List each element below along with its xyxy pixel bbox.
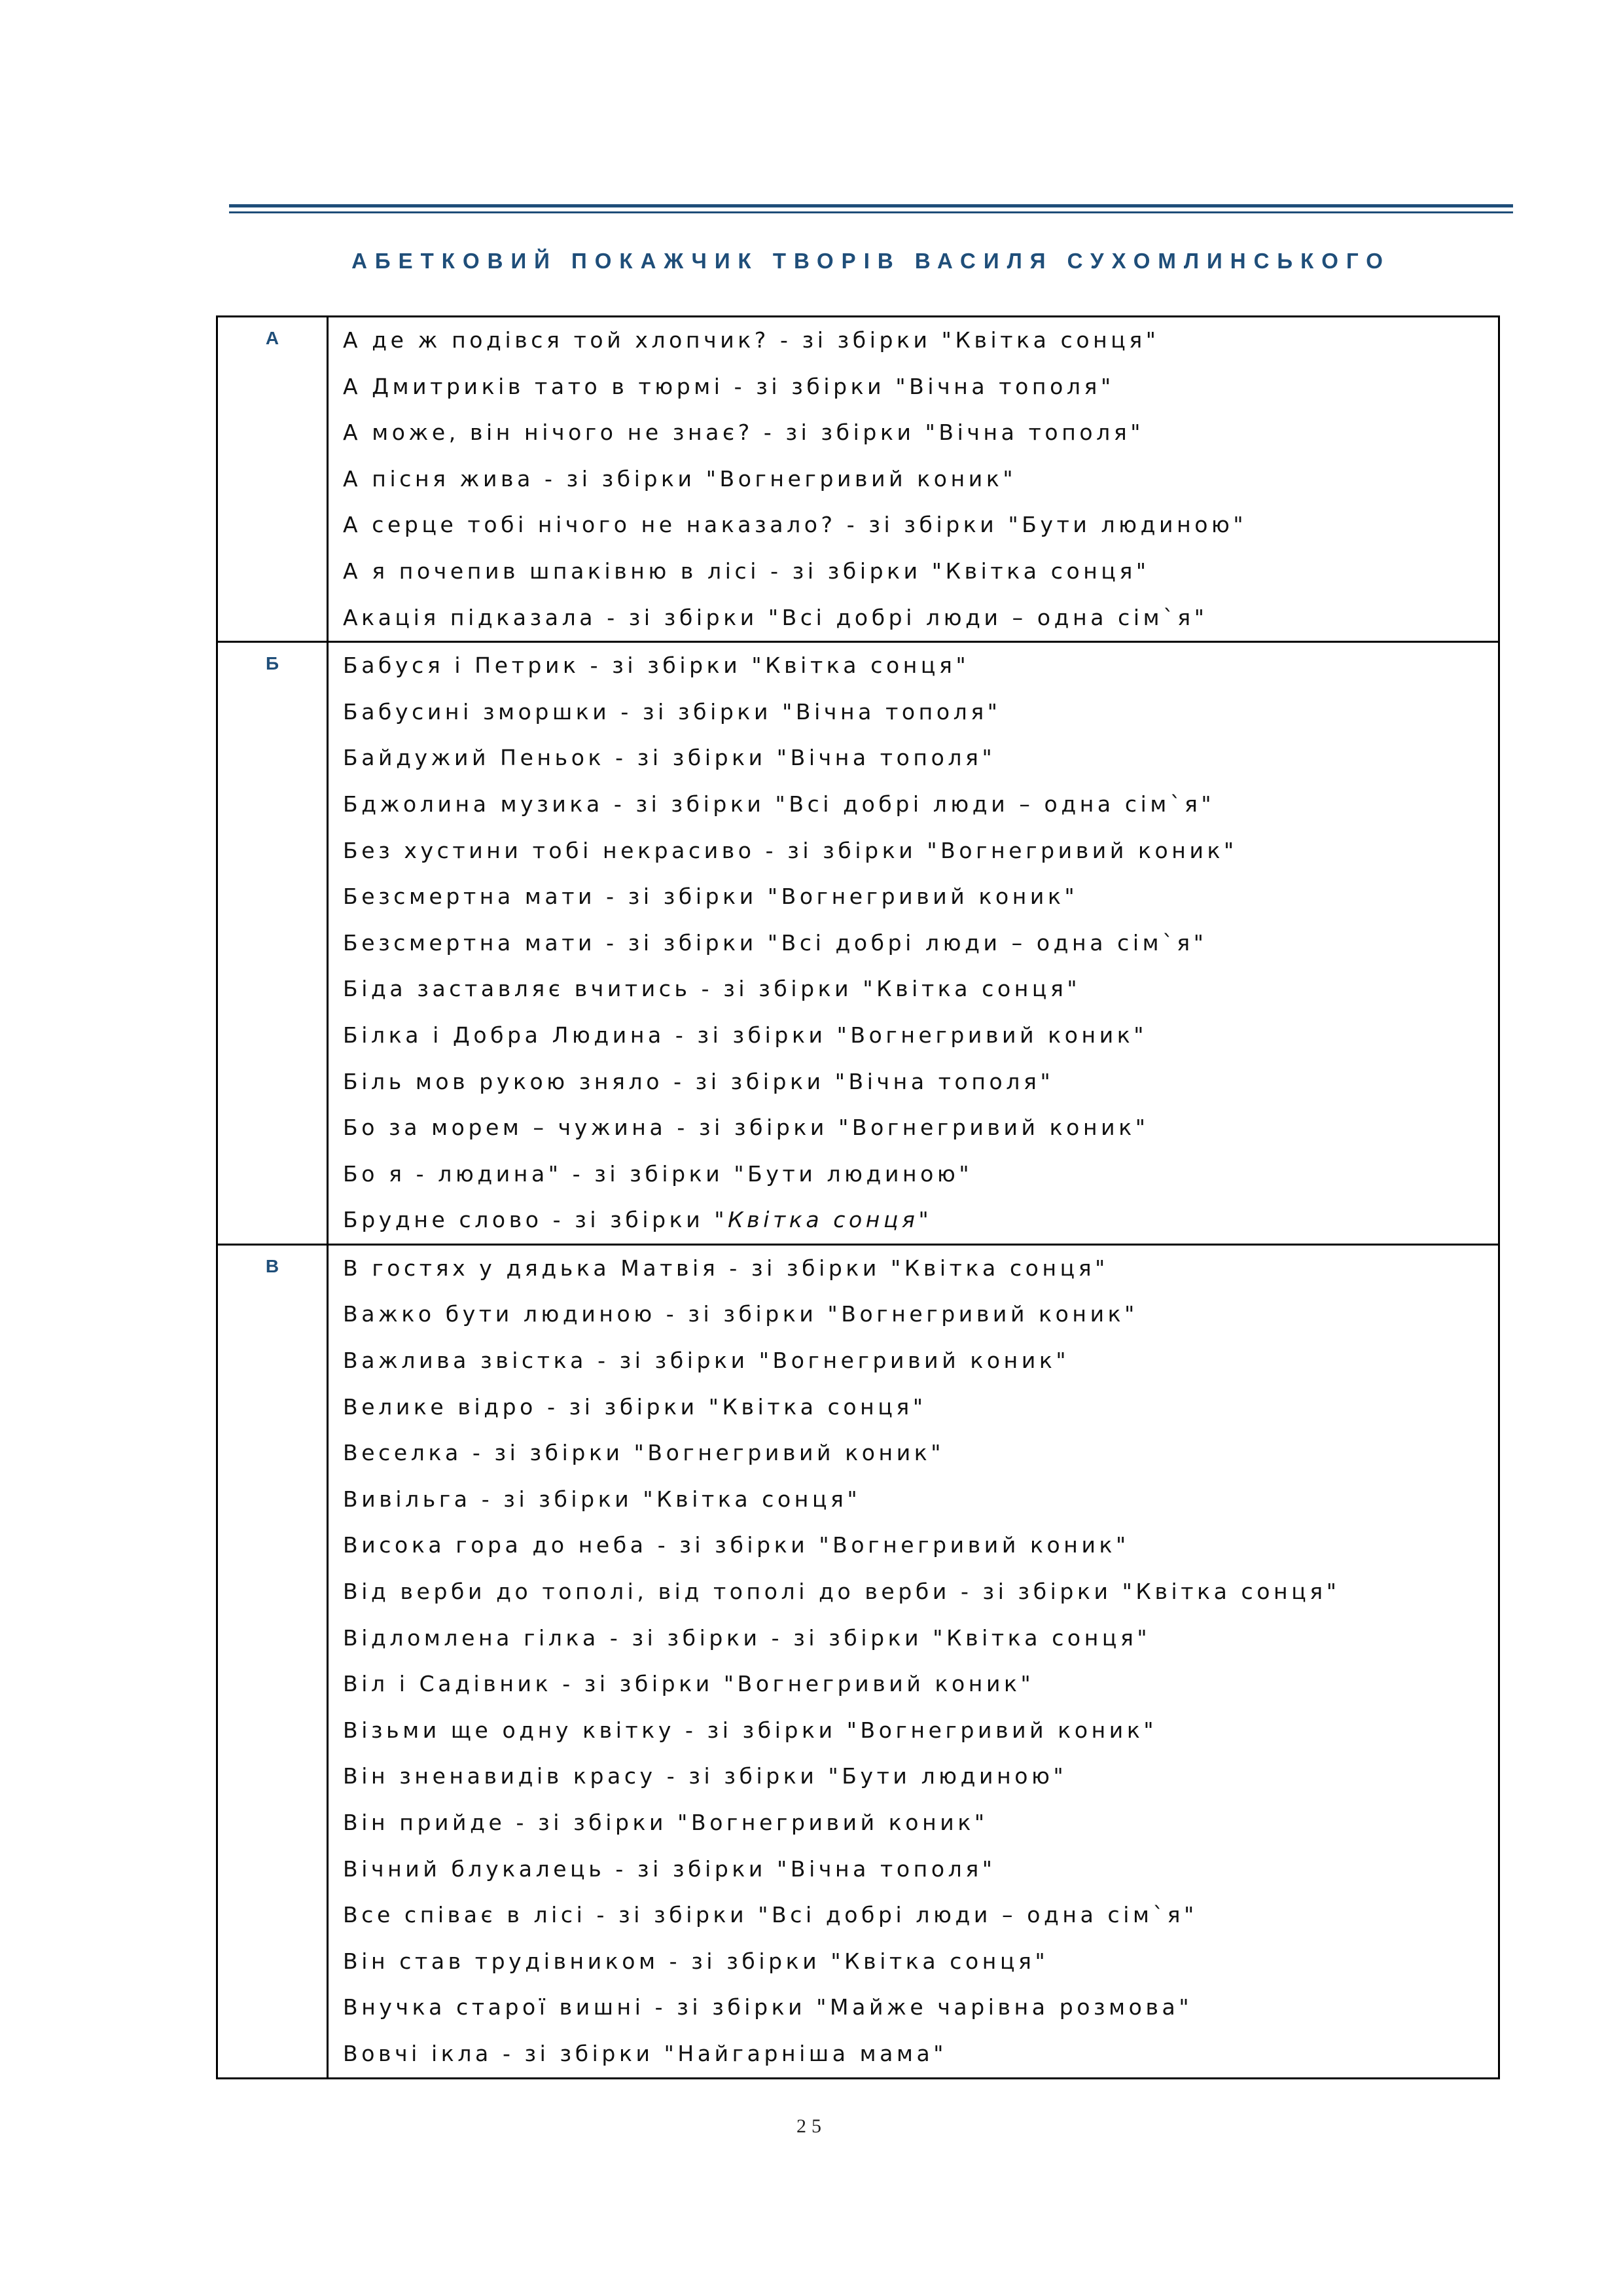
index-entry [343, 1753, 1498, 1800]
page-title: АБЕТКОВИЙ ПОКАЖЧИК ТВОРІВ ВАСИЛЯ СУХОМЛИНСЬКОГО [351, 249, 1391, 273]
entry-text: А де ж подівся той хлопчик? - зі збірки "Квітка сонця" [343, 327, 1160, 353]
section-letter: Б [265, 653, 279, 674]
section-letter-cell [217, 642, 328, 1245]
index-entry [343, 1615, 1498, 1662]
index-entry [343, 1246, 1498, 1292]
index-entry [343, 456, 1498, 503]
index-entry [343, 781, 1498, 828]
entry-text: Він став трудівником - зі збірки "Квітка сонця" [343, 1948, 1049, 1974]
entry-text: Бо я - людина" - зі збірки "Бути людиною" [343, 1160, 973, 1187]
entry-text: Віл і Садівник - зі збірки "Вогнегривий коник" [343, 1671, 1035, 1697]
index-table [216, 315, 1500, 2079]
index-entry [343, 1800, 1498, 1846]
index-entry [343, 1105, 1498, 1151]
section-letter: В [265, 1255, 279, 1276]
section-entries-cell [328, 642, 1499, 1245]
index-entry [343, 1569, 1498, 1615]
entry-text: Все співає в лісі - зі збірки "Всі добрі люди – одна сім`я" [343, 1902, 1198, 1928]
entry-text: А може, він нічого не знає? - зі збірки "Вічна тополя" [343, 420, 1145, 446]
entry-text: Веселка - зі збірки "Вогнегривий коник" [343, 1440, 945, 1466]
entry-text: Безсмертна мати - зі збірки "Всі добрі люди – одна сім`я" [343, 929, 1207, 956]
entry-text: Висока гора до неба - зі збірки "Вогнегривий коник" [343, 1532, 1130, 1558]
entry-text: Від верби до тополі, від тополі до верби - зі збірки "Квітка сонця" [343, 1579, 1340, 1605]
entry-text: Білка і Добра Людина - зі збірки "Вогнегривий коник" [343, 1022, 1148, 1048]
entry-text: Відломлена гілка - зі збірки - зі збірки "Квітка сонця" [343, 1624, 1151, 1651]
index-entry [343, 1338, 1498, 1384]
entry-text: А Дмитриків тато в тюрмі - зі збірки "Вічна тополя" [343, 373, 1115, 399]
letter-section [217, 642, 1499, 1245]
index-entry [343, 1522, 1498, 1569]
entry-text: Вічний блукалець - зі збірки "Вічна тополя" [343, 1856, 996, 1882]
entry-text: Важко бути людиною - зі збірки "Вогнегривий коник" [343, 1301, 1138, 1327]
index-entry [343, 920, 1498, 967]
index-entry [343, 1477, 1498, 1523]
entry-text: Без хустини тобі некрасиво - зі збірки "Вогнегривий коник" [343, 837, 1238, 863]
page-number: 25 [796, 2115, 827, 2137]
index-entry [343, 2031, 1498, 2077]
entry-text: Внучка старої вишні - зі збірки "Майже чарівна розмова" [343, 1994, 1193, 2020]
entry-text: Важлива звістка - зі збірки "Вогнегривий коник" [343, 1348, 1070, 1374]
index-entry [343, 364, 1498, 410]
index-entry [343, 735, 1498, 781]
entry-text: Байдужий Пеньок - зі збірки "Вічна тополя" [343, 745, 996, 771]
entry-text: А я почепив шпаківню в лісі - зі збірки "Квітка сонця" [343, 558, 1150, 584]
letter-section [217, 1244, 1499, 2078]
index-entry [343, 1384, 1498, 1431]
index-entry [343, 1708, 1498, 1754]
index-entry [343, 1939, 1498, 1985]
index-entry [343, 1984, 1498, 2031]
section-letter: А [265, 328, 279, 348]
entry-text: Велике відро - зі збірки "Квітка сонця" [343, 1393, 927, 1420]
entry-text: Безсмертна мати - зі збірки "Вогнегривий коник" [343, 884, 1079, 910]
index-entry [343, 643, 1498, 689]
index-entry [343, 1430, 1498, 1477]
entry-collection-italic: "Квітка сонця" [714, 1207, 933, 1233]
index-entry [343, 595, 1498, 641]
index-entry [343, 1291, 1498, 1338]
index-entry [343, 1059, 1498, 1105]
entry-text: Акація підказала - зі збірки "Всі добрі люди – одна сім`я" [343, 604, 1208, 630]
entry-text: Бабуся і Петрик - зі збірки "Квітка сонця" [343, 653, 970, 679]
index-entry [343, 689, 1498, 736]
index-entry [343, 548, 1498, 595]
entry-text: Він прийде - зі збірки "Вогнегривий коник" [343, 1810, 988, 1835]
entry-text: Бабусині зморшки - зі збірки "Вічна тополя" [343, 698, 1001, 725]
index-entry [343, 1197, 1498, 1244]
index-entry [343, 828, 1498, 874]
letter-section [217, 317, 1499, 642]
entry-text: А пісня жива - зі збірки "Вогнегривий коник" [343, 465, 1017, 492]
section-entries-cell [328, 317, 1499, 642]
index-entry [343, 966, 1498, 1013]
entry-text: Він зненавидів красу - зі збірки "Бути людиною" [343, 1763, 1067, 1789]
index-entry [343, 1846, 1498, 1893]
entry-text: Візьми ще одну квітку - зі збірки "Вогнегривий коник" [343, 1717, 1158, 1743]
index-entry [343, 410, 1498, 456]
index-entry [343, 1892, 1498, 1939]
entry-text: Вивільга - зі збірки "Квітка сонця" [343, 1486, 861, 1512]
index-entry [343, 502, 1498, 548]
index-entry [343, 317, 1498, 364]
section-entries-cell [328, 1244, 1499, 2078]
entry-text: Біда заставляє вчитись - зі збірки "Квітка сонця" [343, 976, 1081, 1002]
entry-text: Бо за морем – чужина - зі збірки "Вогнегривий коник" [343, 1115, 1149, 1141]
entry-text: А серце тобі нічого не наказало? - зі збірки "Бути людиною" [343, 512, 1247, 538]
entry-text: Біль мов рукою зняло - зі збірки "Вічна тополя" [343, 1068, 1054, 1094]
header-rule-thin [229, 211, 1513, 213]
entry-text: Вовчі ікла - зі збірки "Найгарніша мама" [343, 2040, 948, 2066]
index-entry [343, 874, 1498, 920]
entry-text: Бджолина музика - зі збірки "Всі добрі люди – одна сім`я" [343, 791, 1215, 817]
index-entry [343, 1151, 1498, 1198]
index-entry [343, 1661, 1498, 1708]
entry-text: В гостях у дядька Матвія - зі збірки "Квітка сонця" [343, 1255, 1109, 1281]
entry-text: Брудне слово - зі збірки [343, 1207, 715, 1233]
section-letter-cell [217, 1244, 328, 2078]
section-letter-cell [217, 317, 328, 642]
index-entry [343, 1013, 1498, 1059]
header-rule-thick [229, 204, 1513, 207]
